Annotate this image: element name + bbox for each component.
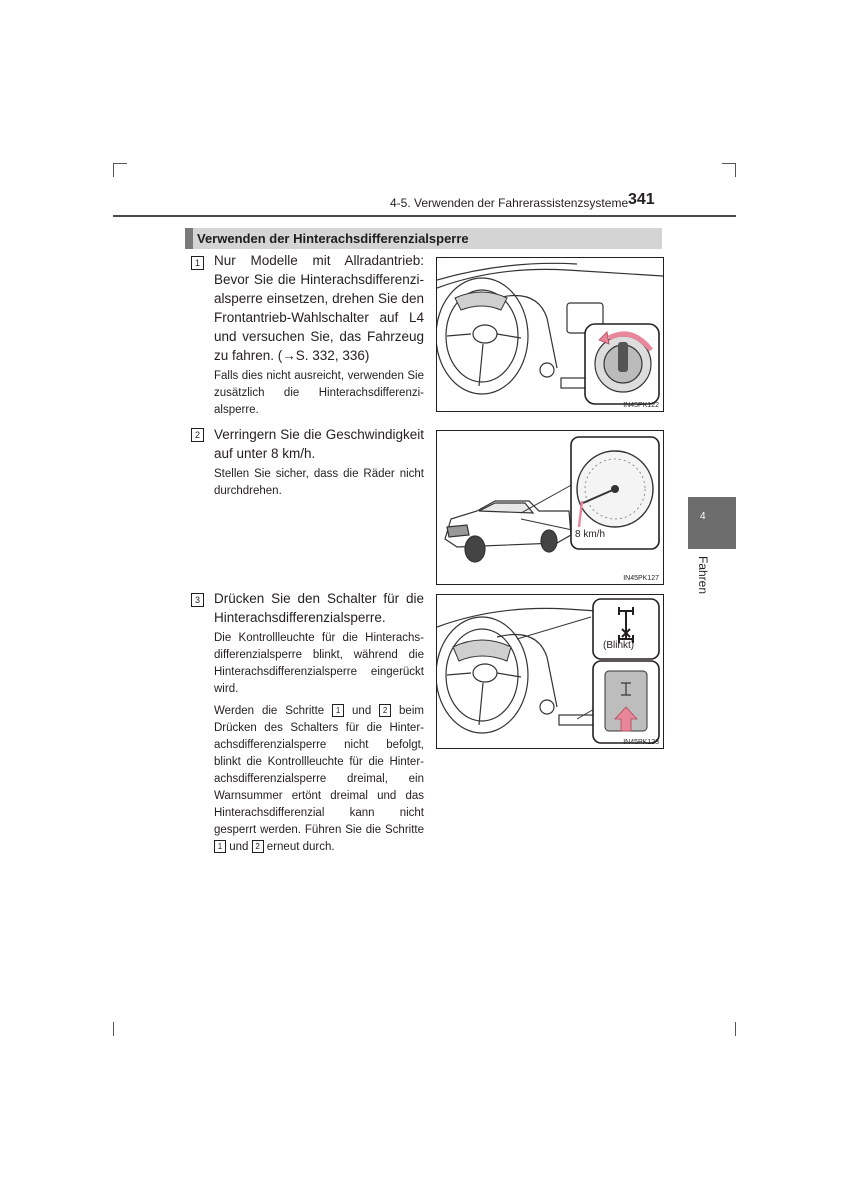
figure-code: IN45PK122 — [623, 402, 659, 409]
step-number: 2 — [191, 428, 204, 442]
crop-mark — [113, 163, 114, 177]
step-1-text: Nur Modelle mit Allradantrieb: Bevor Sie die Hinterachsdifferenzialsperre einsetzen, drehen Sie den Frontantrieb-Wahlschalter auf L4 und versuchen Sie, das Fahrzeug zu fahren. (→S. 332, 336) — [214, 253, 424, 363]
figure-dashboard-selector — [436, 257, 664, 412]
chapter-number: 4 — [700, 511, 706, 522]
step-ref: 2 — [379, 704, 391, 717]
step-1-note: Falls dies nicht ausreicht, verwenden Sie zusätzlich die Hinterachsdifferenzialsperre. — [214, 370, 424, 416]
step-3-warning: Werden die Schritte 1 und 2 beim Drücken des Schalters für die Hinterachsdifferenzialsperre nicht befolgt, blinkt die Kontrollleuchte für die Hinterachsdifferenzialsperre dreimal, ein Warnsummer ertönt dreimal und das Hinterachsdifferenzial kann nicht gesperrt werden. Führen Sie die Schritte 1 und 2 erneut durch. — [214, 705, 424, 853]
header-rule — [113, 215, 736, 217]
step-ref: 2 — [252, 840, 264, 853]
figure-code: IN45PK123 — [623, 739, 659, 746]
crop-mark — [113, 163, 127, 164]
figure-indicator-switch — [436, 594, 664, 749]
truck-speedometer-illustration — [437, 431, 663, 584]
crop-mark — [735, 163, 736, 177]
speed-label: 8 km/h — [575, 529, 606, 540]
section-title: Verwenden der Hinterachsdifferenzialsperre — [197, 231, 469, 246]
step-ref: 1 — [332, 704, 344, 717]
step-3-text: Drücken Sie den Schalter für die Hinterachsdifferenzialsperre. — [214, 591, 424, 625]
crop-mark — [735, 1022, 736, 1036]
crop-mark — [113, 1022, 114, 1036]
indicator-switch-illustration — [437, 595, 663, 748]
figure-truck-speed — [436, 430, 664, 585]
step-number: 3 — [191, 593, 204, 607]
chapter-label: Fahren — [696, 556, 710, 595]
header-section: 4-5. Verwenden der Fahrerassistenzsysteme — [390, 196, 629, 210]
page-number: 341 — [628, 191, 655, 208]
step-3-note: Die Kontrollleuchte für die Hinterachsdifferenzialsperre blinkt, während die Hinterachsdifferenzialsperre eingerückt wird. — [214, 632, 424, 695]
step-ref: 1 — [214, 840, 226, 853]
title-accent — [185, 228, 193, 249]
section-title-bar — [185, 228, 662, 249]
chapter-tab — [688, 497, 736, 549]
step-2-text: Verringern Sie die Geschwindigkeit auf unter 8 km/h. — [214, 427, 424, 461]
dashboard-illustration — [437, 258, 663, 411]
step-number: 1 — [191, 256, 204, 270]
crop-mark — [722, 163, 736, 164]
figure-code: IN45PK127 — [623, 575, 659, 582]
step-2-note: Stellen Sie sicher, dass die Räder nicht durchdrehen. — [214, 468, 424, 497]
blink-label: (Blinkt) — [603, 640, 635, 651]
